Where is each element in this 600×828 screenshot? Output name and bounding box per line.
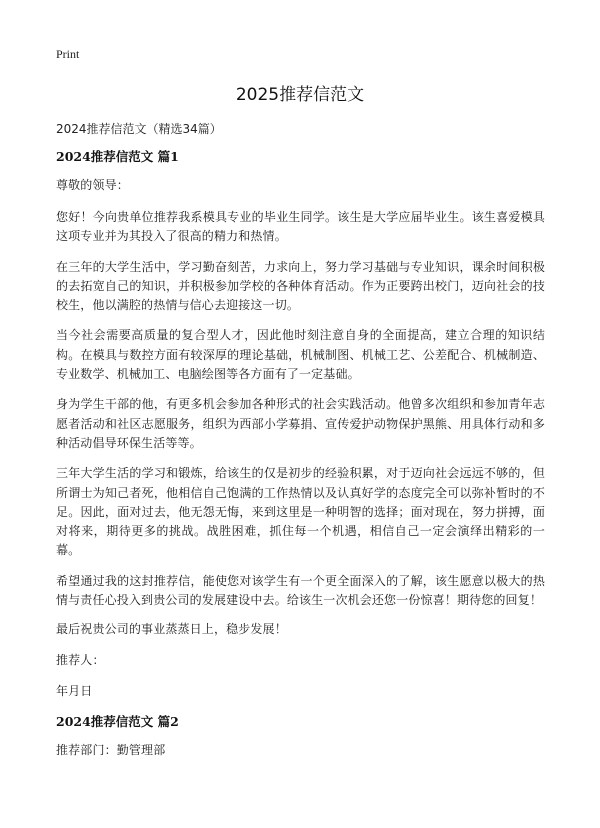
closing-line: 最后祝贵公司的事业蒸蒸日上，稳步发展！ bbox=[56, 622, 287, 637]
recommender-line: 推荐人： bbox=[56, 653, 105, 668]
paragraph: 三年大学生活的学习和锻炼，给该生的仅是初步的经验积累，对于迈向社会远远不够的，但所谓士为知己者死，他相信自己饱满的工作热情以及认真好学的态度完全可以弥补暂时的不足。因此，面对过去，他无怨无悔，来到这里是一种明智的选择；面对现在，努力拼搏，面对将来，期待更多的挑战。战胜困难，抓住每一个机遇，相信自己一定会演绎出精彩的一幕。 bbox=[56, 466, 545, 558]
paragraph: 您好！今向贵单位推荐我系模具专业的毕业生同学。该生是大学应届毕业生。该生喜爱模具这项专业并为其投入了很高的精力和热情。 bbox=[56, 210, 545, 244]
section-heading-2: 2024推荐信范文 篇2 bbox=[56, 714, 179, 730]
paragraph: 身为学生干部的他，有更多机会参加各种形式的社会实践活动。他曾多次组织和参加青年志愿者活动和社区志愿服务，组织为西部小学募捐、宣传爱护动物保护黑熊、用具体行动和多种活动倡导环保生活等等。 bbox=[56, 397, 545, 450]
paragraph: 在三年的大学生活中，学习勤奋刻苦，力求向上，努力学习基础与专业知识，课余时间积极的去拓宽自己的知识，并积极参加学校的各种体育活动。作为正要跨出校门，迈向社会的技校生，他以满腔的热情与信心去迎接这一切。 bbox=[56, 259, 545, 313]
section-heading-1: 2024推荐信范文 篇1 bbox=[56, 149, 179, 164]
department-line: 推荐部门：勤管理部 bbox=[56, 743, 166, 758]
page-title: 2025推荐信范文 bbox=[235, 85, 365, 105]
paragraph: 希望通过我的这封推荐信，能使您对该学生有一个更全面深入的了解，该生愿意以极大的热情与责任心投入到贵公司的发展建设中去。给该生一次机会还您一份惊喜！期待您的回复！ bbox=[56, 573, 545, 608]
print-link[interactable]: Print bbox=[56, 47, 80, 61]
date-line: 年月日 bbox=[56, 684, 93, 699]
paragraph: 当今社会需要高质量的复合型人才，因此他时刻注意自身的全面提高，建立合理的知识结构。在模具与数控方面有较深厚的理论基础，机械制图、机械工艺、公差配合、机械制造、专业数学、机械加工、电脑绘图等各方面有了一定基础。 bbox=[56, 328, 545, 382]
document-body bbox=[56, 121, 545, 773]
greeting: 尊敬的领导： bbox=[56, 178, 129, 192]
document-subtitle: 2024推荐信范文（精选34篇） bbox=[56, 122, 222, 136]
